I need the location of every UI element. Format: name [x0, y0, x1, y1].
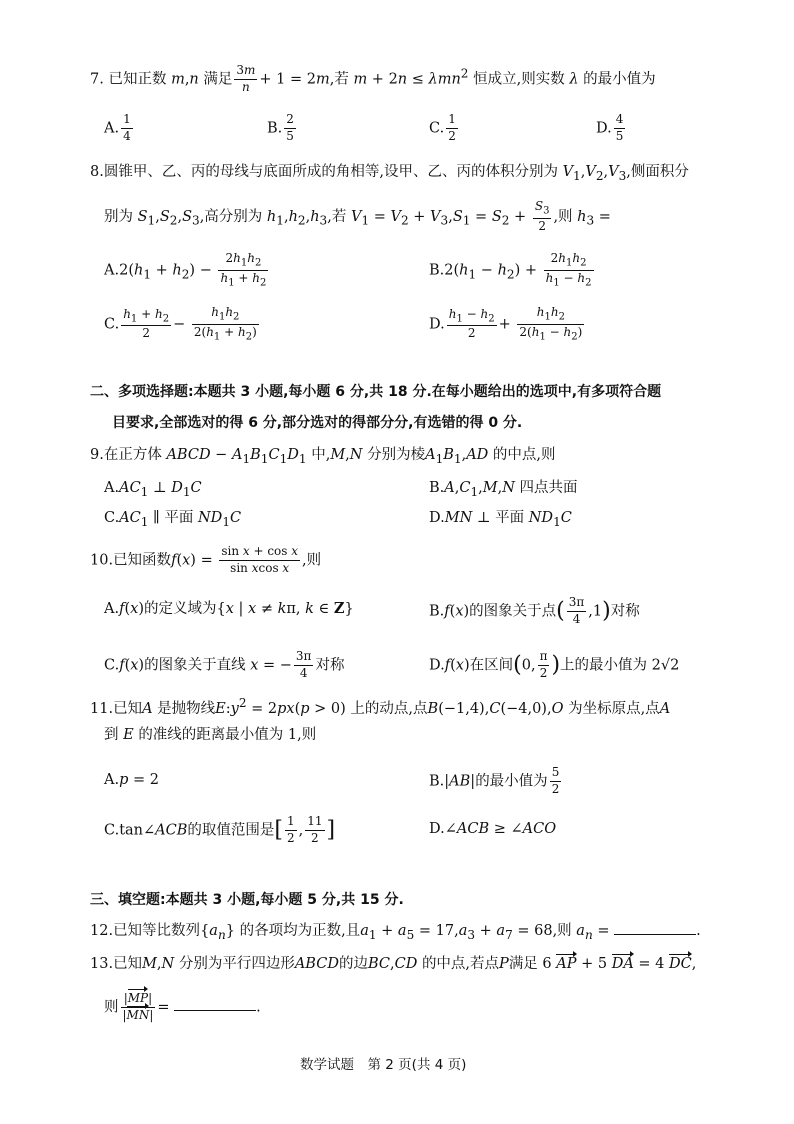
q7-stem: 7. 已知正数 m,n 满足 $\frac{3m}{n}$ + 1 = 2m,若 m + 2n ≤ λmn$^2$ 恒成立,则实数 λ 的最小值为	[90, 63, 656, 94]
page-footer: 数学试题 第 2 页(共 4 页)	[300, 1057, 467, 1073]
q10-option-c: C.f(x)的图象关于直线 x = − $\frac{3\pi}{4}$ 对称	[104, 649, 345, 680]
q10-stem: 10.已知函数f(x) = $\frac{\text{sin x + cos x}}{\text{sin xcos x}}$ ,则	[90, 544, 322, 575]
q11-stem-line1: 11.已知A 是抛物线$E:y^2 = 2px(p > 0)$ 上的动点,点B(−1,4),C(−4,0),O 为坐标原点,点A	[90, 696, 671, 717]
q10-option-b: B.f(x)的图象关于点( $\frac{3\pi}{4}$ ,1)对称	[429, 595, 640, 626]
q8-stem-line2: 别为 $S_1,S_2,S_3$,高分别为 $h_1,h_2,h_3$,若 $V_1 = V_2 + V_3,S_1 = S_2$ + $\frac{S_3}{2}$ ,则 $h_3$ =	[104, 199, 611, 233]
q7-option-b: B. $\frac{2}{5}$	[267, 112, 294, 143]
q9-option-b: $B.A,C_1,M,N$ 四点共面	[429, 480, 578, 499]
q8-option-c: C. $\frac{h_1 + h_2}{2}$ − $\frac{h_1h_2}{2(h_1 + h_2)}$	[104, 305, 257, 343]
q9-option-a: $A.AC_1$ ⊥ $D_1C$	[104, 480, 202, 499]
q13-stem-line1: 13.已知M,N 分别为平行四边形ABCD的边BC,CD 的中点,若点P满足 6 AP + 5 DA = 4 DC,	[90, 956, 697, 972]
fraction: $\frac{3m}{n}$	[236, 63, 256, 94]
q11-stem-line2: 到 E 的准线的距离最小值为 1,则	[104, 727, 317, 743]
q9-option-c: $C.AC_1$ ∥ 平面 $ND_1C$	[104, 510, 242, 529]
section2-heading-cont: 目要求,全部选对的得 6 分,部分选对的得部分分,有选错的得 0 分.	[112, 415, 523, 431]
q11-option-b: B.|AB|的最小值为 $\frac{5}{2}$	[429, 765, 560, 796]
q10-option-d: D.f(x)在区间(0, $\frac{\pi}{2}$ )上的最小值为 2√2	[429, 649, 680, 680]
section2-heading: 二、多项选择题:本题共 3 小题,每小题 6 分,共 18 分.在每小题给出的选项中,有多项符合题	[90, 384, 662, 400]
q8-option-b: $B.2(h_1 - h_2)$ + $\frac{2h_1h_2}{h_1 - h_2}$	[429, 251, 592, 289]
q12-stem: 12.已知等比数列$\{a_n\}$ 的各项均为正数,且$a_1 + a_5 = 17,a_3 + a_7 = 68$,则 $a_n$ = .	[90, 923, 701, 942]
q11-option-d: D.∠ACB ≥ ∠ACO	[429, 821, 557, 837]
q7-option-a: A. $\frac{1}{4}$	[104, 112, 131, 143]
q9-option-d: D.MN ⊥ 平面 $ND_1C$	[429, 510, 572, 529]
q11-option-c: C.tan∠ACB的取值范围是[ $\frac{1}{2}$ , $\frac{11}{2}$ ]	[104, 814, 336, 845]
q7-option-c: C. $\frac{1}{2}$	[429, 112, 456, 143]
q8-stem-line1: 8.圆锥甲、乙、丙的母线与底面所成的角相等,设甲、乙、丙的体积分别为 $V_1,V_2,V_3$,侧面积分	[90, 164, 689, 183]
q8-option-a: $A.2(h_1 + h_2)$ − $\frac{2h_1h_2}{h_1 + h_2}$	[104, 251, 267, 289]
q11-option-a: A.p = 2	[104, 772, 159, 788]
q13-stem-line2: 则 $\frac{|MP|}{|MN|}$ = .	[104, 991, 261, 1022]
q13-answer-blank[interactable]	[174, 998, 256, 1011]
q9-stem: 9.在正方体 ABCD − $A_1B_1C_1D_1$ 中,M,N 分别为棱$A_1B_1,AD$ 的中点,则	[90, 447, 556, 466]
q10-option-a: A.f(x)的定义域为{x | x ≠ kπ, k ∈ Z}	[104, 600, 354, 617]
q7-number: 7.	[90, 71, 104, 88]
q7-option-d: D. $\frac{4}{5}$	[596, 112, 624, 143]
section3-heading: 三、填空题:本题共 3 小题,每小题 5 分,共 15 分.	[90, 892, 404, 908]
q12-answer-blank[interactable]	[614, 922, 696, 935]
q8-option-d: D. $\frac{h_1 - h_2}{2}$ + $\frac{h_1h_2}{2(h_1 - h_2)}$	[429, 305, 583, 343]
